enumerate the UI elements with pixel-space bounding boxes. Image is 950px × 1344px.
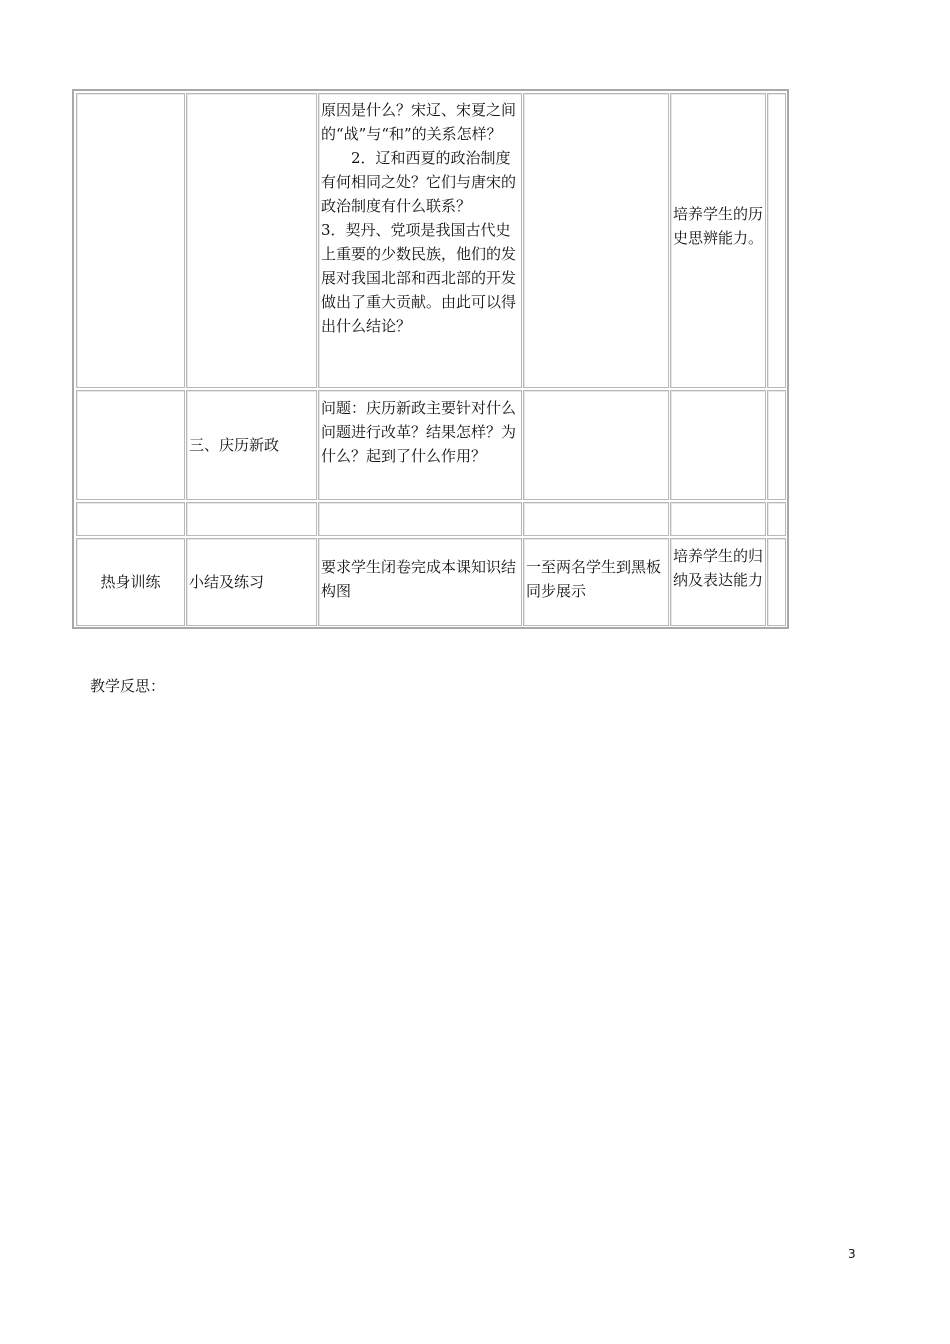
row3-col5: [670, 502, 766, 536]
content-text: 小结及练习: [189, 573, 265, 591]
row3-col6: [767, 502, 786, 536]
question-1-text: 原因是什么？宋辽、宋夏之间的“战”与“和”的关系怎样？: [321, 101, 517, 143]
row4-col3-activity: [318, 538, 522, 626]
topic-text: 三、庆历新政: [189, 436, 280, 454]
goal-text: 培养学生的历史思辨能力。: [673, 205, 764, 247]
row2-col4: [523, 390, 669, 500]
question-2-text: 2．辽和西夏的政治制度有何相同之处？它们与唐宋的政治制度有什么联系？: [321, 149, 517, 215]
row1-col5-goal: [670, 93, 766, 388]
row4-col1-phase: [76, 538, 185, 626]
row2-col1: [76, 390, 185, 500]
row1-col6: [767, 93, 786, 388]
row3-col1: [76, 502, 185, 536]
row3-col3: [318, 502, 522, 536]
row1-col2: [186, 93, 317, 388]
row4-col4-student: [523, 538, 669, 626]
phase-text: 热身训练: [100, 573, 161, 591]
row2-col5: [670, 390, 766, 500]
teacher-activity-text: 要求学生闭卷完成本课知识结构图: [321, 558, 517, 600]
row1-col3-questions: [318, 93, 522, 388]
goal-text: 培养学生的归纳及表达能力: [673, 547, 764, 589]
row1-col1: [76, 93, 185, 388]
row4-col5-goal: [670, 538, 766, 626]
row2-col3-questions: [318, 390, 522, 500]
row4-col6: [767, 538, 786, 626]
row3-col2: [186, 502, 317, 536]
row2-col2-topic: [186, 390, 317, 500]
row1-col4: [523, 93, 669, 388]
row4-col2-content: [186, 538, 317, 626]
student-activity-text: 一至两名学生到黑板同步展示: [526, 558, 662, 600]
page-number: 3: [848, 1247, 856, 1261]
question-3-text: 3．契丹、党项是我国古代史上重要的少数民族，他们的发展对我国北部和西北部的开发做出了重大贡献。由此可以得出什么结论？: [321, 221, 517, 335]
row3-col4: [523, 502, 669, 536]
row2-col6: [767, 390, 786, 500]
teaching-reflection-label: 教学反思：: [90, 677, 166, 695]
reform-question-text: 问题：庆历新政主要针对什么问题进行改革？结果怎样？为什么？起到了什么作用？: [321, 399, 517, 465]
